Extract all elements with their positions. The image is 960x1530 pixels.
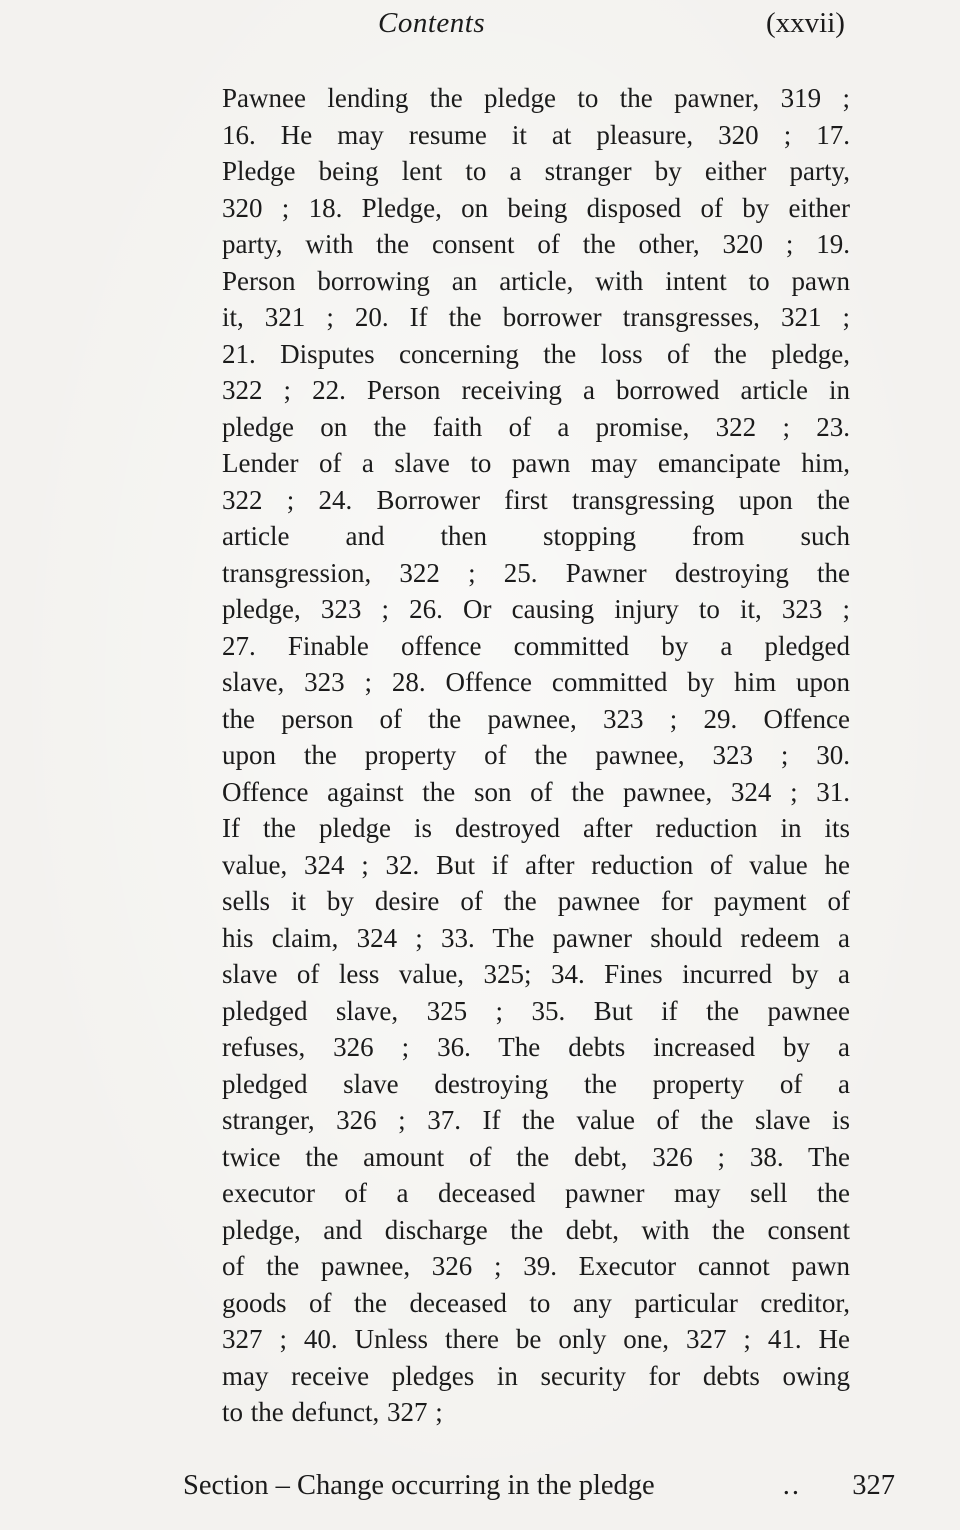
- body-line: Person borrowing an article, with intent to pawn: [222, 265, 850, 296]
- body-line: Pledge being lent to a stranger by either party,: [222, 156, 850, 186]
- body-line: to the defunct, 327 ;: [222, 1397, 443, 1427]
- body-line: 21. Disputes concerning the loss of the pledge,: [222, 338, 850, 369]
- body-line: sells it by desire of the pawnee for payment of: [222, 886, 850, 916]
- body-line: twice the amount of the debt, 326 ; 38. The: [222, 1141, 850, 1172]
- body-line: slave of less value, 325; 34. Fines incurred by a: [222, 959, 850, 989]
- leader-dots: ..: [782, 1470, 801, 1501]
- section-entry-label: Section – Change occurring in the pledge: [183, 1470, 655, 1501]
- body-line: 27. Finable offence committed by a pledged: [222, 630, 850, 661]
- body-line: the person of the pawnee, 323 ; 29. Offence: [222, 703, 850, 734]
- body-line: his claim, 324 ; 33. The pawner should redeem a: [222, 922, 850, 953]
- body-line: pledged slave destroying the property of a: [222, 1068, 850, 1099]
- body-line: pledged slave, 325 ; 35. But if the pawnee: [222, 995, 850, 1026]
- body-line: article and then stopping from such: [222, 521, 850, 551]
- body-line: it, 321 ; 20. If the borrower transgresses, 321 ;: [222, 302, 850, 332]
- body-line: pledge on the faith of a promise, 322 ; 23.: [222, 411, 850, 442]
- body-line: party, with the consent of the other, 320 ; 19.: [222, 229, 850, 259]
- body-line: 16. He may resume it at pleasure, 320 ; 17.: [222, 119, 850, 150]
- body-line: 327 ; 40. Unless there be only one, 327 ; 41. He: [222, 1324, 850, 1354]
- body-line: of the pawnee, 326 ; 39. Executor cannot pawn: [222, 1251, 850, 1281]
- body-line: value, 324 ; 32. But if after reduction of value he: [222, 849, 850, 880]
- body-line: slave, 323 ; 28. Offence committed by him upon: [222, 667, 850, 697]
- section-entry-page: 327: [852, 1470, 895, 1501]
- body-line: executor of a deceased pawner may sell the: [222, 1178, 850, 1208]
- body-line: Lender of a slave to pawn may emancipate him,: [222, 448, 850, 478]
- body-line: 322 ; 22. Person receiving a borrowed article in: [222, 375, 850, 405]
- body-line: 322 ; 24. Borrower first transgressing upon the: [222, 484, 850, 515]
- body-line: stranger, 326 ; 37. If the value of the slave is: [222, 1105, 850, 1135]
- body-line: goods of the deceased to any particular creditor,: [222, 1287, 850, 1318]
- body-line: may receive pledges in security for debts owing: [222, 1360, 850, 1391]
- body-line: pledge, 323 ; 26. Or causing injury to it, 323 ;: [222, 594, 850, 624]
- body-line: 320 ; 18. Pledge, on being disposed of by either: [222, 192, 850, 223]
- body-line: pledge, and discharge the debt, with the consent: [222, 1214, 850, 1245]
- body-line: Offence against the son of the pawnee, 324 ; 31.: [222, 776, 850, 807]
- section-entry: [183, 1470, 895, 1502]
- body-line: upon the property of the pawnee, 323 ; 30.: [222, 740, 850, 770]
- body-line: transgression, 322 ; 25. Pawner destroying the: [222, 557, 850, 588]
- folio-page-number: (xxvii): [766, 7, 845, 39]
- contents-heading: Contents: [378, 7, 486, 39]
- body-line: If the pledge is destroyed after reduction in its: [222, 813, 850, 843]
- contents-body: [222, 80, 850, 1431]
- body-line: refuses, 326 ; 36. The debts increased by a: [222, 1032, 850, 1062]
- body-line: Pawnee lending the pledge to the pawner, 319 ;: [222, 83, 850, 113]
